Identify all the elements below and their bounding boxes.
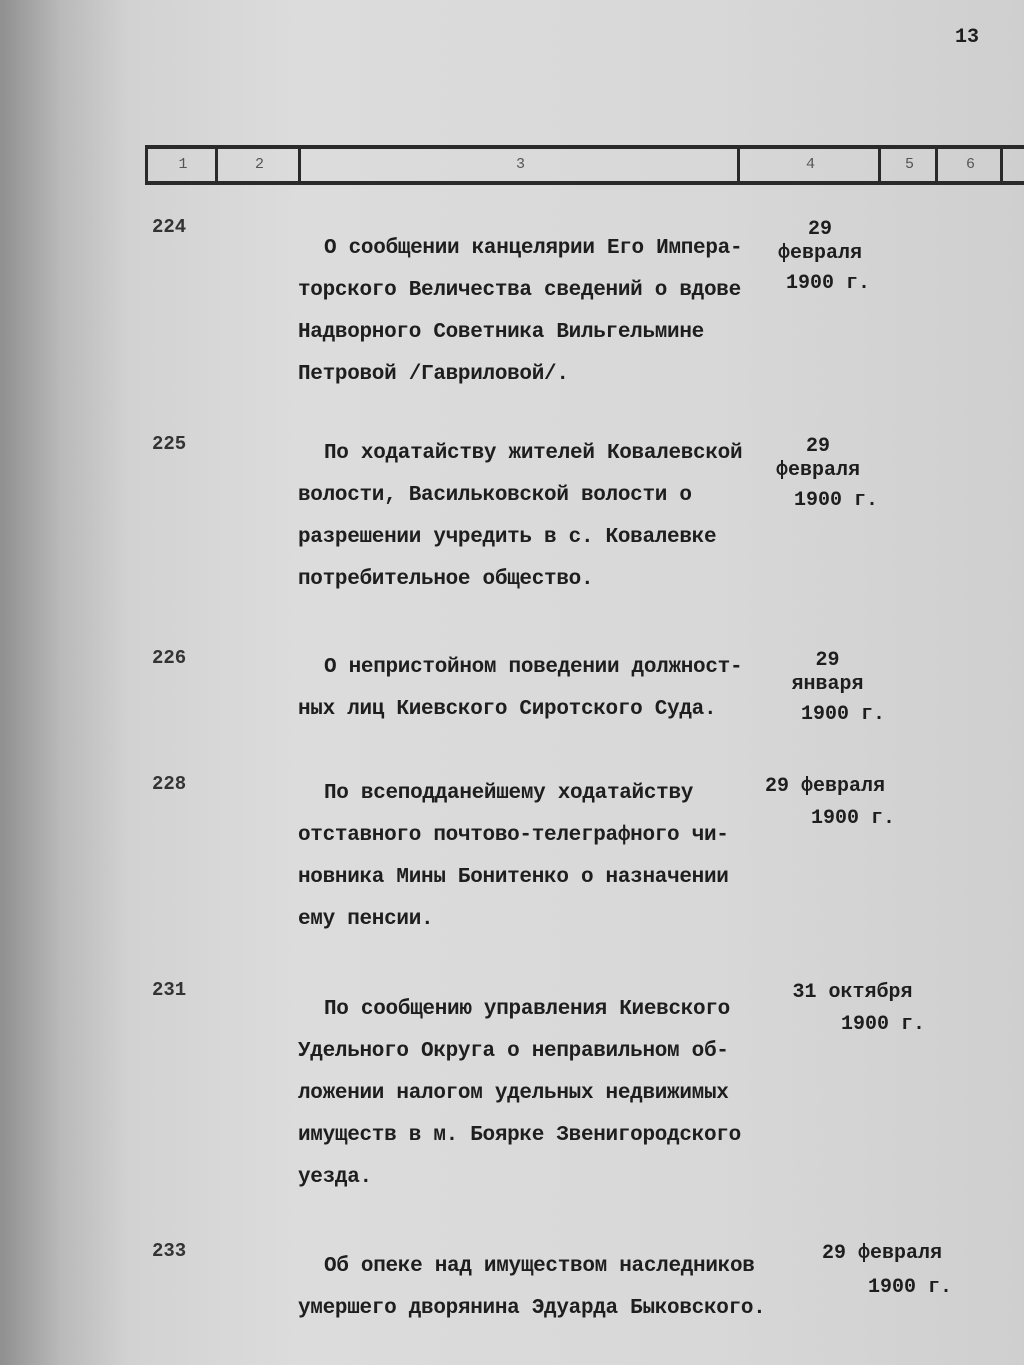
entry-date bbox=[758, 433, 878, 518]
description-line: умершего дворянина Эдуарда Быковского. bbox=[298, 1297, 766, 1320]
column-header-6: 6 bbox=[935, 149, 1003, 181]
date-line: 29 февраля bbox=[821, 1242, 943, 1265]
description-line: Об опеке над имуществом наследников bbox=[324, 1255, 755, 1278]
description-line: уезда. bbox=[298, 1166, 372, 1189]
description-line: Петровой /Гавриловой/. bbox=[298, 363, 569, 386]
description-line: ных лиц Киевского Сиротского Суда. bbox=[298, 698, 717, 721]
entry-date bbox=[755, 773, 895, 836]
column-header-5: 5 bbox=[878, 149, 938, 181]
page-number: 13 bbox=[955, 26, 980, 49]
description-line: О сообщении канцелярии Его Импера- bbox=[324, 237, 743, 260]
description-line: имуществ в м. Боярке Звенигородского bbox=[298, 1124, 741, 1147]
description-line: По ходатайству жителей Ковалевской bbox=[324, 442, 743, 465]
entry-number: 233 bbox=[152, 1240, 187, 1262]
date-line: января bbox=[791, 673, 864, 696]
entry-description bbox=[298, 647, 742, 731]
entry-date bbox=[770, 216, 870, 301]
date-line: 31 октября bbox=[792, 981, 913, 1004]
entry-number: 225 bbox=[152, 433, 187, 455]
column-header-extra bbox=[1000, 149, 1024, 181]
date-line: 1900 г. bbox=[867, 1276, 952, 1299]
entry-date bbox=[770, 647, 885, 732]
entry-description bbox=[298, 989, 741, 1199]
description-line: торского Величества сведений о вдове bbox=[298, 279, 741, 302]
date-line: 29 bbox=[805, 435, 830, 458]
entry-description bbox=[298, 1246, 765, 1330]
column-header-table bbox=[145, 145, 1024, 185]
entry-date bbox=[780, 979, 925, 1042]
entry-description bbox=[298, 228, 742, 396]
description-line: разрешении учредить в с. Ковалевке bbox=[298, 526, 717, 549]
date-line: 29 февраля bbox=[764, 775, 886, 798]
entry-number: 226 bbox=[152, 647, 187, 669]
description-line: По сообщению управления Киевского bbox=[324, 998, 730, 1021]
entry-number: 228 bbox=[152, 773, 187, 795]
description-line: волости, Васильковской волости о bbox=[298, 484, 692, 507]
column-header-1: 1 bbox=[145, 149, 218, 181]
date-line: февраля bbox=[775, 459, 860, 482]
entry-description bbox=[298, 773, 729, 941]
date-line: 29 bbox=[807, 218, 832, 241]
column-header-2: 2 bbox=[215, 149, 301, 181]
description-line: отставного почтово-телеграфного чи- bbox=[298, 824, 729, 847]
entry-date bbox=[812, 1240, 952, 1305]
date-line: февраля bbox=[777, 242, 862, 265]
date-line: 1900 г. bbox=[810, 807, 895, 830]
date-line: 29 bbox=[815, 649, 840, 672]
column-header-4: 4 bbox=[737, 149, 881, 181]
description-line: О непристойном поведении должност- bbox=[324, 656, 743, 679]
date-line: 1900 г. bbox=[785, 272, 870, 295]
date-line: 1900 г. bbox=[793, 489, 878, 512]
column-header-3: 3 bbox=[298, 149, 740, 181]
entry-description bbox=[298, 433, 742, 601]
description-line: Надворного Советника Вильгельмине bbox=[298, 321, 704, 344]
description-line: ему пенсии. bbox=[298, 908, 434, 931]
date-line: 1900 г. bbox=[840, 1013, 925, 1036]
description-line: Удельного Округа о неправильном об- bbox=[298, 1040, 729, 1063]
entry-number: 224 bbox=[152, 216, 187, 238]
date-line: 1900 г. bbox=[800, 703, 885, 726]
description-line: По всеподданейшему ходатайству bbox=[324, 782, 694, 805]
description-line: потребительное общество. bbox=[298, 568, 594, 591]
description-line: новника Мины Бонитенко о назначении bbox=[298, 866, 729, 889]
entry-number: 231 bbox=[152, 979, 187, 1001]
description-line: ложении налогом удельных недвижимых bbox=[298, 1082, 729, 1105]
